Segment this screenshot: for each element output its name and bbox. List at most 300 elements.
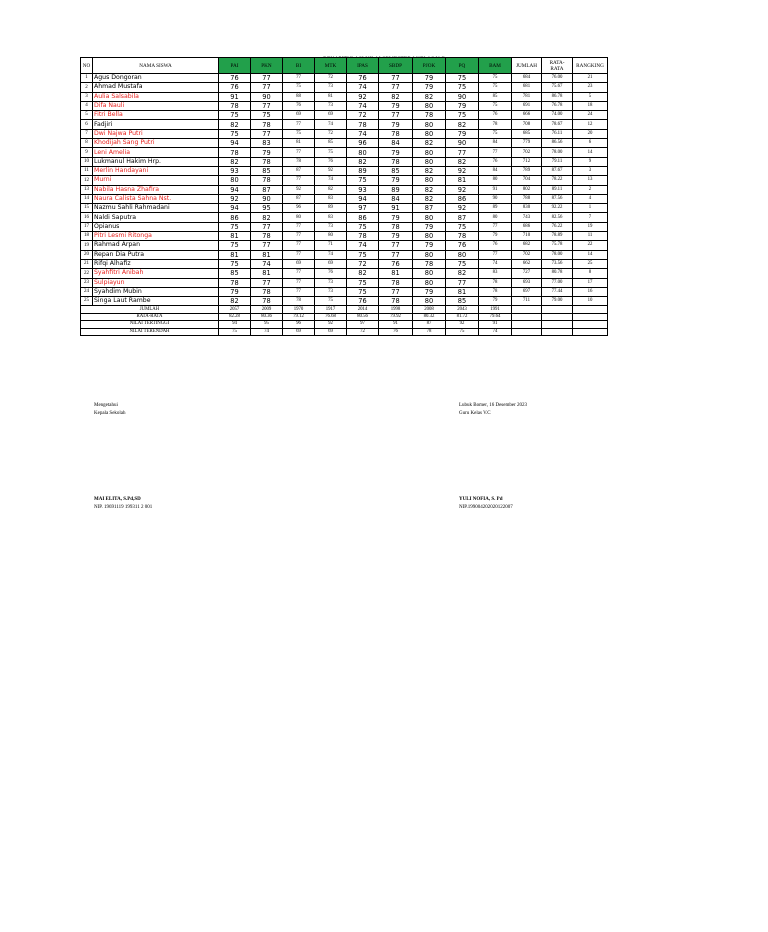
student-name: Syahdim Mubin bbox=[93, 287, 219, 296]
score-cell: 75 bbox=[219, 259, 251, 268]
student-name: Lukmanul Hakim Hrp. bbox=[93, 157, 219, 166]
total-cell: 702 bbox=[512, 148, 542, 157]
student-name: Leni Amelia bbox=[93, 148, 219, 157]
sig-right-nip: NIP.199004202020122007 bbox=[459, 505, 513, 510]
average-cell: 79.00 bbox=[542, 297, 573, 306]
average-cell: 79.11 bbox=[542, 157, 573, 166]
summary-value: 92 bbox=[315, 321, 347, 328]
rank-cell: 24 bbox=[573, 111, 608, 120]
score-cell: 77 bbox=[283, 287, 315, 296]
score-cell: 87 bbox=[446, 213, 479, 222]
summary-label: NILAI TERENDAH bbox=[81, 328, 219, 335]
score-cell: 74 bbox=[347, 101, 379, 110]
score-cell: 78 bbox=[219, 278, 251, 287]
table-row bbox=[81, 92, 608, 101]
score-cell: 75 bbox=[251, 111, 283, 120]
total-cell: 693 bbox=[512, 278, 542, 287]
score-cell: 78 bbox=[283, 297, 315, 306]
rank-cell: 7 bbox=[573, 213, 608, 222]
row-number: 25 bbox=[81, 297, 93, 306]
summary-value: 2014 bbox=[347, 306, 379, 313]
score-cell: 92 bbox=[347, 92, 379, 101]
summary-value: 2009 bbox=[251, 306, 283, 313]
average-cell: 78.22 bbox=[542, 176, 573, 185]
score-cell: 82 bbox=[413, 194, 446, 203]
score-cell: 80 bbox=[413, 269, 446, 278]
summary-value: 75 bbox=[219, 328, 251, 335]
student-name: Nabila Hasna Zhafira bbox=[93, 185, 219, 194]
score-cell: 87 bbox=[251, 185, 283, 194]
score-cell: 80 bbox=[413, 120, 446, 129]
summary-value: 75 bbox=[446, 328, 479, 335]
summary-value: 1917 bbox=[315, 306, 347, 313]
rank-cell: 1 bbox=[573, 204, 608, 213]
score-cell: 75 bbox=[347, 278, 379, 287]
score-cell: 80 bbox=[413, 148, 446, 157]
score-cell: 89 bbox=[315, 204, 347, 213]
score-cell: 77 bbox=[379, 111, 413, 120]
rank-cell: 8 bbox=[573, 269, 608, 278]
score-cell: 77 bbox=[283, 241, 315, 250]
score-cell: 69 bbox=[283, 111, 315, 120]
score-cell: 87 bbox=[283, 166, 315, 175]
rank-cell: 21 bbox=[573, 74, 608, 83]
table-row bbox=[81, 176, 608, 185]
score-cell: 79 bbox=[251, 148, 283, 157]
row-number: 16 bbox=[81, 213, 93, 222]
score-cell: 78 bbox=[251, 297, 283, 306]
score-cell: 77 bbox=[379, 83, 413, 92]
summary-value: 2008 bbox=[413, 306, 446, 313]
row-number: 6 bbox=[81, 120, 93, 129]
total-cell: 788 bbox=[512, 194, 542, 203]
row-number: 7 bbox=[81, 129, 93, 138]
total-cell: 712 bbox=[512, 157, 542, 166]
rank-cell: 10 bbox=[573, 297, 608, 306]
score-cell: 93 bbox=[219, 166, 251, 175]
score-cell: 79 bbox=[446, 129, 479, 138]
score-cell: 90 bbox=[251, 92, 283, 101]
header-rata bbox=[542, 58, 573, 74]
score-cell: 91 bbox=[379, 204, 413, 213]
score-cell: 79 bbox=[413, 83, 446, 92]
score-cell: 73 bbox=[315, 278, 347, 287]
table-row bbox=[81, 287, 608, 296]
score-cell: 80 bbox=[413, 157, 446, 166]
summary-value: 1970 bbox=[283, 306, 315, 313]
total-cell: 711 bbox=[512, 297, 542, 306]
score-cell: 81 bbox=[251, 269, 283, 278]
summary-row bbox=[81, 306, 608, 313]
score-cell: 77 bbox=[251, 129, 283, 138]
header-row bbox=[81, 58, 608, 74]
student-name: Ahmad Mustafa bbox=[93, 83, 219, 92]
total-cell: 686 bbox=[512, 222, 542, 231]
score-cell: 77 bbox=[379, 250, 413, 259]
score-cell: 74 bbox=[479, 259, 512, 268]
score-cell: 82 bbox=[219, 120, 251, 129]
score-cell: 74 bbox=[347, 241, 379, 250]
summary-value: 76.68 bbox=[315, 313, 347, 320]
score-cell: 82 bbox=[446, 269, 479, 278]
score-cell: 81 bbox=[251, 250, 283, 259]
student-name: Naldi Saputra bbox=[93, 213, 219, 222]
summary-value: 76 bbox=[379, 328, 413, 335]
summary-value: 80.32 bbox=[413, 313, 446, 320]
summary-value: 94 bbox=[219, 321, 251, 328]
total-cell: 708 bbox=[512, 120, 542, 129]
score-cell: 69 bbox=[315, 259, 347, 268]
row-number: 12 bbox=[81, 176, 93, 185]
summary-empty bbox=[542, 313, 573, 320]
score-cell: 75 bbox=[347, 250, 379, 259]
score-cell: 84 bbox=[479, 166, 512, 175]
row-number: 20 bbox=[81, 250, 93, 259]
score-cell: 83 bbox=[479, 269, 512, 278]
score-cell: 77 bbox=[283, 120, 315, 129]
score-cell: 74 bbox=[347, 83, 379, 92]
table-row bbox=[81, 120, 608, 129]
score-cell: 79 bbox=[379, 120, 413, 129]
score-cell: 80 bbox=[347, 148, 379, 157]
header-subject: PJOK bbox=[413, 58, 446, 74]
summary-value: 80.56 bbox=[347, 313, 379, 320]
total-cell: 779 bbox=[512, 139, 542, 148]
score-cell: 84 bbox=[379, 194, 413, 203]
summary-value: 91 bbox=[479, 321, 512, 328]
row-number: 19 bbox=[81, 241, 93, 250]
score-cell: 74 bbox=[315, 176, 347, 185]
score-cell: 76 bbox=[315, 269, 347, 278]
score-cell: 79 bbox=[379, 101, 413, 110]
score-cell: 94 bbox=[219, 139, 251, 148]
score-cell: 75 bbox=[446, 83, 479, 92]
score-cell: 84 bbox=[479, 139, 512, 148]
score-cell: 81 bbox=[379, 269, 413, 278]
score-cell: 92 bbox=[315, 166, 347, 175]
score-cell: 94 bbox=[347, 194, 379, 203]
summary-value: 1998 bbox=[379, 306, 413, 313]
score-cell: 77 bbox=[379, 74, 413, 83]
total-cell: 691 bbox=[512, 101, 542, 110]
score-cell: 77 bbox=[479, 250, 512, 259]
score-cell: 69 bbox=[283, 259, 315, 268]
score-cell: 77 bbox=[251, 74, 283, 83]
score-cell: 86 bbox=[219, 213, 251, 222]
score-cell: 79 bbox=[379, 148, 413, 157]
total-cell: 743 bbox=[512, 213, 542, 222]
total-cell: 681 bbox=[512, 83, 542, 92]
rank-cell: 11 bbox=[573, 232, 608, 241]
sig-left-title: Kepala Sekolah bbox=[94, 411, 126, 416]
score-cell: 82 bbox=[413, 139, 446, 148]
table-row bbox=[81, 74, 608, 83]
average-cell: 78.67 bbox=[542, 120, 573, 129]
score-cell: 91 bbox=[219, 92, 251, 101]
total-cell: 697 bbox=[512, 287, 542, 296]
score-cell: 73 bbox=[315, 222, 347, 231]
score-cell: 77 bbox=[446, 278, 479, 287]
table-row bbox=[81, 297, 608, 306]
score-cell: 79 bbox=[379, 232, 413, 241]
rank-cell: 14 bbox=[573, 250, 608, 259]
score-cell: 76 bbox=[479, 157, 512, 166]
table-row bbox=[81, 166, 608, 175]
average-cell: 76.11 bbox=[542, 129, 573, 138]
score-cell: 79 bbox=[413, 241, 446, 250]
score-cell: 80 bbox=[446, 250, 479, 259]
grades-table bbox=[80, 57, 608, 336]
student-name: Naura Calista Sahna Nst. bbox=[93, 194, 219, 203]
student-name: Fadjiri bbox=[93, 120, 219, 129]
score-cell: 87 bbox=[283, 194, 315, 203]
rank-cell: 20 bbox=[573, 129, 608, 138]
summary-value: 96 bbox=[283, 321, 315, 328]
score-cell: 76 bbox=[283, 101, 315, 110]
summary-label: JUMLAH bbox=[81, 306, 219, 313]
score-cell: 96 bbox=[283, 204, 315, 213]
score-cell: 75 bbox=[446, 111, 479, 120]
total-cell: 666 bbox=[512, 111, 542, 120]
score-cell: 81 bbox=[219, 250, 251, 259]
row-number: 24 bbox=[81, 287, 93, 296]
score-cell: 78 bbox=[379, 222, 413, 231]
score-cell: 71 bbox=[315, 241, 347, 250]
score-cell: 90 bbox=[446, 139, 479, 148]
score-cell: 80 bbox=[315, 232, 347, 241]
score-cell: 76 bbox=[219, 74, 251, 83]
table-row bbox=[81, 129, 608, 138]
total-cell: 710 bbox=[512, 232, 542, 241]
summary-empty bbox=[542, 321, 573, 328]
row-number: 5 bbox=[81, 111, 93, 120]
row-number: 2 bbox=[81, 83, 93, 92]
score-cell: 78 bbox=[413, 259, 446, 268]
score-cell: 72 bbox=[315, 74, 347, 83]
score-cell: 80 bbox=[413, 176, 446, 185]
score-cell: 97 bbox=[347, 204, 379, 213]
header-name: NAMA SISWA bbox=[93, 58, 219, 74]
score-cell: 78 bbox=[251, 157, 283, 166]
table-row bbox=[81, 213, 608, 222]
student-name: Sulpiayun bbox=[93, 278, 219, 287]
row-number: 10 bbox=[81, 157, 93, 166]
rank-cell: 13 bbox=[573, 176, 608, 185]
score-cell: 82 bbox=[413, 166, 446, 175]
table-row bbox=[81, 204, 608, 213]
summary-empty bbox=[512, 313, 542, 320]
score-cell: 78 bbox=[283, 157, 315, 166]
score-cell: 80 bbox=[413, 278, 446, 287]
summary-value: 74 bbox=[251, 328, 283, 335]
score-cell: 82 bbox=[347, 269, 379, 278]
score-cell: 69 bbox=[315, 111, 347, 120]
total-cell: 685 bbox=[512, 129, 542, 138]
score-cell: 83 bbox=[315, 194, 347, 203]
header-subject: PAI bbox=[219, 58, 251, 74]
table-row bbox=[81, 185, 608, 194]
summary-value: 72 bbox=[347, 328, 379, 335]
average-cell: 75.78 bbox=[542, 241, 573, 250]
row-number: 23 bbox=[81, 278, 93, 287]
student-name: Singa Laut Rambe bbox=[93, 297, 219, 306]
score-cell: 77 bbox=[283, 278, 315, 287]
total-cell: 802 bbox=[512, 185, 542, 194]
table-row bbox=[81, 232, 608, 241]
student-name: Repan Dia Putra bbox=[93, 250, 219, 259]
score-cell: 82 bbox=[413, 185, 446, 194]
score-cell: 92 bbox=[446, 185, 479, 194]
total-cell: 682 bbox=[512, 241, 542, 250]
score-cell: 95 bbox=[251, 204, 283, 213]
average-cell: 74.00 bbox=[542, 111, 573, 120]
student-name: Agus Dongoran bbox=[93, 74, 219, 83]
summary-value: 81.72 bbox=[446, 313, 479, 320]
score-cell: 75 bbox=[479, 129, 512, 138]
score-cell: 75 bbox=[219, 222, 251, 231]
score-cell: 90 bbox=[479, 194, 512, 203]
rank-cell: 16 bbox=[573, 287, 608, 296]
score-cell: 74 bbox=[347, 129, 379, 138]
score-cell: 78 bbox=[379, 129, 413, 138]
total-cell: 702 bbox=[512, 250, 542, 259]
summary-value: 87 bbox=[413, 321, 446, 328]
student-name: Syahfitri Anibah bbox=[93, 269, 219, 278]
score-cell: 82 bbox=[446, 157, 479, 166]
score-cell: 77 bbox=[251, 101, 283, 110]
score-cell: 78 bbox=[347, 120, 379, 129]
summary-value: 69 bbox=[315, 328, 347, 335]
summary-empty bbox=[512, 306, 542, 313]
header-subject: IPAS bbox=[347, 58, 379, 74]
header-jumlah: JUMLAH bbox=[512, 58, 542, 74]
score-cell: 76 bbox=[479, 241, 512, 250]
summary-empty bbox=[573, 306, 608, 313]
average-cell: 76.00 bbox=[542, 74, 573, 83]
summary-label: NILAI TERTINGGI bbox=[81, 321, 219, 328]
summary-value: 82.28 bbox=[219, 313, 251, 320]
sig-left-name: MAI ELITA, S.Pd,SD bbox=[94, 497, 141, 502]
score-cell: 85 bbox=[446, 297, 479, 306]
score-cell: 79 bbox=[413, 222, 446, 231]
summary-row bbox=[81, 321, 608, 328]
summary-empty bbox=[573, 321, 608, 328]
total-cell: 830 bbox=[512, 204, 542, 213]
score-cell: 85 bbox=[379, 166, 413, 175]
table-row bbox=[81, 111, 608, 120]
score-cell: 74 bbox=[315, 250, 347, 259]
student-name: Difa Nauli bbox=[93, 101, 219, 110]
table-row bbox=[81, 139, 608, 148]
rank-cell: 3 bbox=[573, 166, 608, 175]
summary-value: 1991 bbox=[479, 306, 512, 313]
score-cell: 76 bbox=[379, 259, 413, 268]
average-cell: 76.78 bbox=[542, 101, 573, 110]
summary-value: 78 bbox=[413, 328, 446, 335]
score-cell: 90 bbox=[251, 194, 283, 203]
score-cell: 93 bbox=[347, 185, 379, 194]
score-cell: 84 bbox=[379, 139, 413, 148]
row-number: 11 bbox=[81, 166, 93, 175]
score-cell: 77 bbox=[479, 222, 512, 231]
score-cell: 88 bbox=[283, 92, 315, 101]
score-cell: 77 bbox=[379, 241, 413, 250]
score-cell: 78 bbox=[251, 176, 283, 185]
row-number: 1 bbox=[81, 74, 93, 83]
score-cell: 85 bbox=[315, 139, 347, 148]
score-cell: 78 bbox=[379, 278, 413, 287]
score-cell: 91 bbox=[479, 185, 512, 194]
summary-value: 2057 bbox=[219, 306, 251, 313]
rank-cell: 23 bbox=[573, 83, 608, 92]
table-row bbox=[81, 148, 608, 157]
score-cell: 76 bbox=[219, 83, 251, 92]
score-cell: 80 bbox=[413, 213, 446, 222]
rank-cell: 5 bbox=[573, 92, 608, 101]
summary-value: 91 bbox=[379, 321, 413, 328]
student-name: Khodijah Sang Putri bbox=[93, 139, 219, 148]
student-name: Rahmad Arpan bbox=[93, 241, 219, 250]
score-cell: 75 bbox=[315, 148, 347, 157]
score-cell: 78 bbox=[446, 232, 479, 241]
score-cell: 81 bbox=[219, 232, 251, 241]
score-cell: 74 bbox=[251, 259, 283, 268]
score-cell: 79 bbox=[379, 176, 413, 185]
score-cell: 79 bbox=[413, 74, 446, 83]
score-cell: 76 bbox=[347, 297, 379, 306]
score-cell: 78 bbox=[219, 148, 251, 157]
score-cell: 75 bbox=[347, 287, 379, 296]
total-cell: 662 bbox=[512, 259, 542, 268]
row-number: 22 bbox=[81, 269, 93, 278]
summary-value: 80.36 bbox=[251, 313, 283, 320]
score-cell: 80 bbox=[413, 232, 446, 241]
score-cell: 81 bbox=[446, 176, 479, 185]
score-cell: 73 bbox=[315, 83, 347, 92]
score-cell: 75 bbox=[219, 129, 251, 138]
score-cell: 82 bbox=[413, 92, 446, 101]
rank-cell: 14 bbox=[573, 148, 608, 157]
score-cell: 79 bbox=[379, 213, 413, 222]
score-cell: 78 bbox=[379, 297, 413, 306]
summary-row bbox=[81, 328, 608, 335]
row-number: 14 bbox=[81, 194, 93, 203]
row-number: 17 bbox=[81, 222, 93, 231]
average-cell: 78.00 bbox=[542, 148, 573, 157]
summary-empty bbox=[573, 328, 608, 335]
score-cell: 94 bbox=[219, 204, 251, 213]
score-cell: 77 bbox=[251, 278, 283, 287]
sig-left-nip: NIP. 19691119 199311 2 001 bbox=[94, 505, 153, 510]
score-cell: 82 bbox=[347, 157, 379, 166]
header-subject: PKN bbox=[251, 58, 283, 74]
sig-right-date: Lubuk Bomer, 16 Desember 2023 bbox=[459, 403, 527, 408]
row-number: 15 bbox=[81, 204, 93, 213]
average-cell: 89.11 bbox=[542, 185, 573, 194]
score-cell: 78 bbox=[379, 157, 413, 166]
header-rata-line1: RATA- bbox=[549, 59, 565, 66]
score-cell: 78 bbox=[479, 278, 512, 287]
score-cell: 79 bbox=[479, 232, 512, 241]
header-subject: MTK bbox=[315, 58, 347, 74]
score-cell: 86 bbox=[347, 213, 379, 222]
score-cell: 85 bbox=[219, 269, 251, 278]
average-cell: 92.22 bbox=[542, 204, 573, 213]
rank-cell: 25 bbox=[573, 259, 608, 268]
header-no: NO bbox=[81, 58, 93, 74]
table-row bbox=[81, 259, 608, 268]
student-name: Nazmu Sahli Rahmadani bbox=[93, 204, 219, 213]
